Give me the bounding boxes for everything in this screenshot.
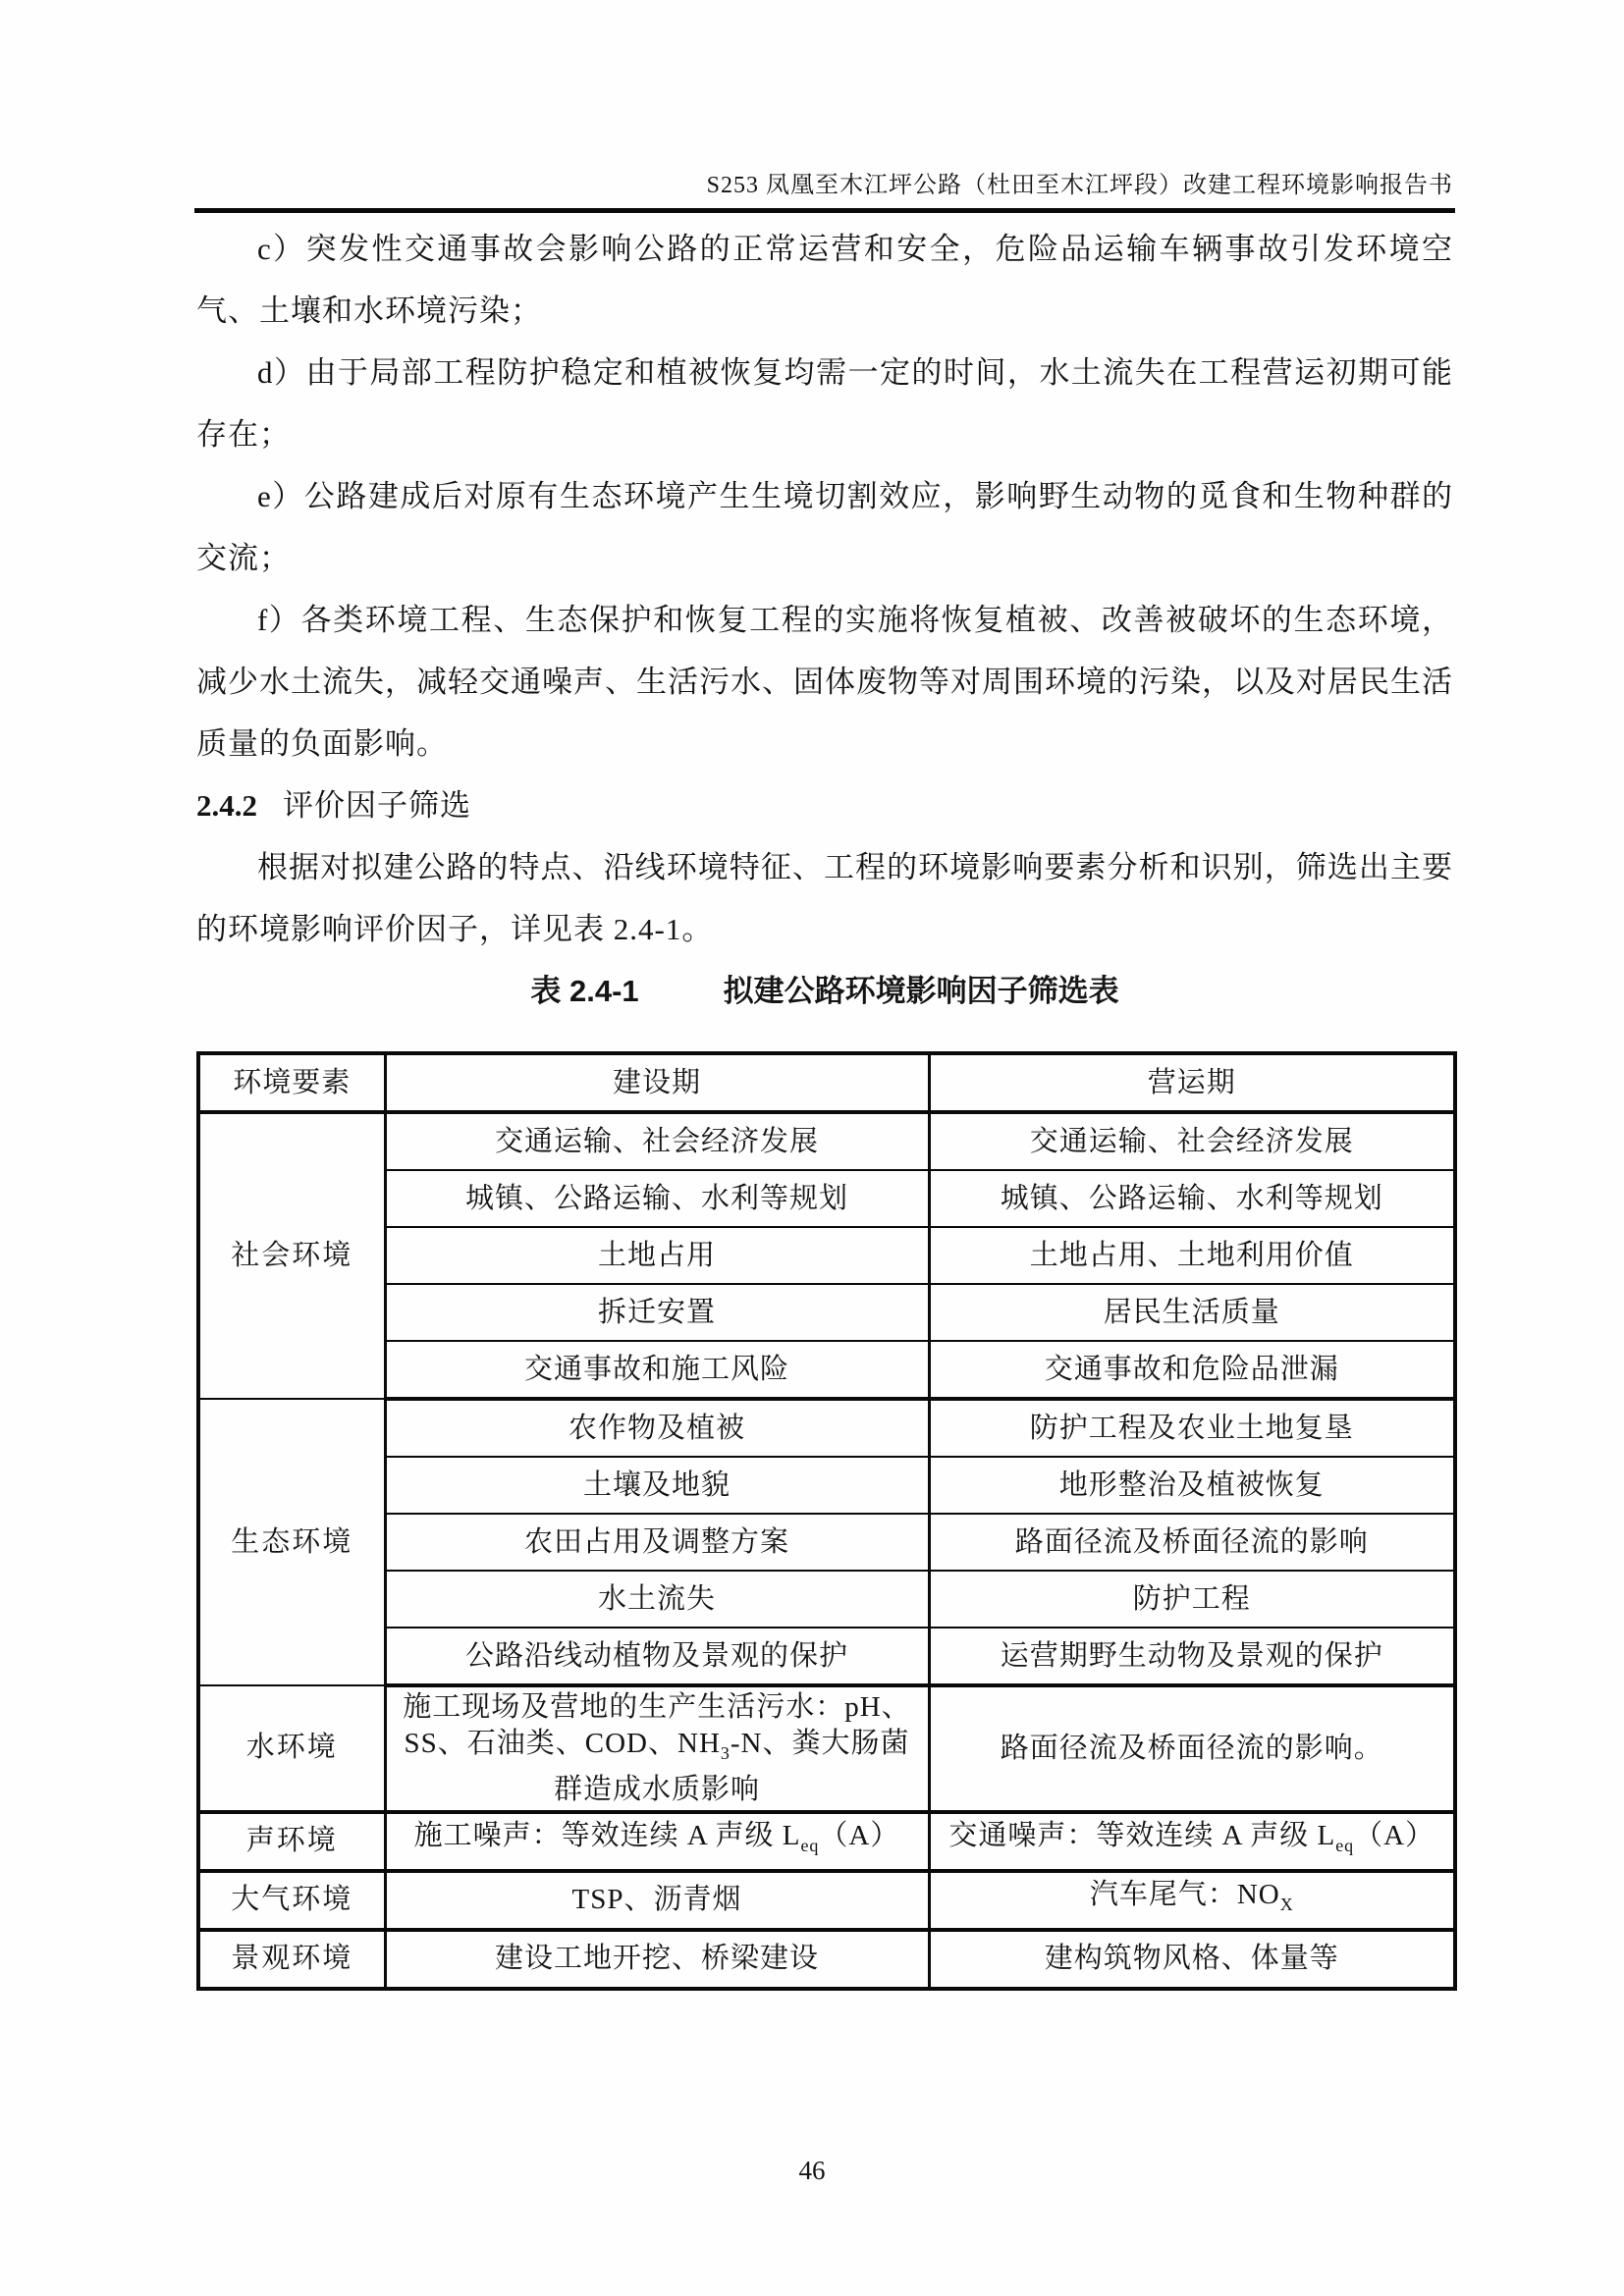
table-row	[198, 1871, 1455, 1930]
page-number: 46	[798, 2156, 826, 2185]
table-row	[198, 1399, 1455, 1457]
operation-cell: 路面径流及桥面径流的影响。	[929, 1685, 1455, 1812]
build-cell: 施工噪声：等效连续 A 声级 $L_{eq}(A)$	[385, 1812, 929, 1871]
table-row	[198, 1227, 1455, 1284]
table-row	[198, 1628, 1455, 1685]
page-footer	[0, 2156, 1624, 2186]
section-title: 评价因子筛选	[283, 788, 471, 823]
build-cell: 拆迁安置	[385, 1284, 929, 1341]
operation-cell: 建构筑物风格、体量等	[929, 1930, 1455, 1989]
table-caption	[196, 960, 1453, 1022]
operation-cell: 防护工程	[929, 1571, 1455, 1628]
table-row	[198, 1112, 1455, 1170]
paragraph-f: f）各类环境工程、生态保护和恢复工程的实施将恢复植被、改善被破坏的生态环境，减少水土流失，减轻交通噪声、生活污水、固体废物等对周围环境的污染，以及对居民生活质量的负面影响。	[196, 603, 1453, 761]
table-row	[198, 1812, 1455, 1871]
table-caption-title: 拟建公路环境影响因子筛选表	[723, 974, 1119, 1008]
paragraph-intro: 根据对拟建公路的特点、沿线环境特征、工程的环境影响要素分析和识别，筛选出主要的环境影响评价因子，详见表 2.4-1。	[196, 850, 1453, 946]
factor-cell-ecology: 生态环境	[198, 1399, 385, 1685]
table-row	[198, 1341, 1455, 1399]
build-cell: 施工现场及营地的生产生活污水：pH、SS、石油类、COD、$NH_3-N$、粪大肠菌群造成水质影响	[385, 1685, 929, 1812]
operation-cell: 路面径流及桥面径流的影响	[929, 1514, 1455, 1571]
build-cell: 农田占用及调整方案	[385, 1514, 929, 1571]
table-row	[198, 1457, 1455, 1514]
table-row	[198, 1514, 1455, 1571]
operation-cell: 交通运输、社会经济发展	[929, 1112, 1455, 1170]
operation-cell: 居民生活质量	[929, 1284, 1455, 1341]
build-cell: 建设工地开挖、桥梁建设	[385, 1930, 929, 1989]
table-row	[198, 1571, 1455, 1628]
paragraph-e: e）公路建成后对原有生态环境产生生境切割效应，影响野生动物的觅食和生物种群的交流；	[196, 479, 1453, 575]
build-cell: 水土流失	[385, 1571, 929, 1628]
operation-cell: 汽车尾气：$NO_X$	[929, 1871, 1455, 1930]
operation-cell: 运营期野生动物及景观的保护	[929, 1628, 1455, 1685]
table-row	[198, 1284, 1455, 1341]
operation-cell: 城镇、公路运输、水利等规划	[929, 1170, 1455, 1227]
build-cell: 交通运输、社会经济发展	[385, 1112, 929, 1170]
build-cell: 公路沿线动植物及景观的保护	[385, 1628, 929, 1685]
operation-cell: 土地占用、土地利用价值	[929, 1227, 1455, 1284]
impact-factor-table	[196, 1051, 1457, 1991]
factor-cell-social: 社会环境	[198, 1112, 385, 1399]
page-body	[196, 218, 1453, 1991]
build-cell: 土壤及地貌	[385, 1457, 929, 1514]
factor-cell-water: 水环境	[198, 1685, 385, 1812]
table-row	[198, 1685, 1455, 1812]
header-title: S253 凤凰至木江坪公路（杜田至木江坪段）改建工程环境影响报告书	[706, 173, 1453, 198]
build-cell: 城镇、公路运输、水利等规划	[385, 1170, 929, 1227]
operation-cell: 地形整治及植被恢复	[929, 1457, 1455, 1514]
operation-cell: 交通事故和危险品泄漏	[929, 1341, 1455, 1399]
column-header-construction: 建设期	[385, 1053, 929, 1112]
header-rule	[194, 208, 1455, 213]
build-cell: 交通事故和施工风险	[385, 1341, 929, 1399]
build-cell: 土地占用	[385, 1227, 929, 1284]
paragraph-c: c）突发性交通事故会影响公路的正常运营和安全，危险品运输车辆事故引发环境空气、土壤和水环境污染；	[196, 232, 1453, 328]
section-heading	[196, 774, 1453, 836]
build-cell: TSP、沥青烟	[385, 1871, 929, 1930]
table-row	[198, 1170, 1455, 1227]
operation-cell: 防护工程及农业土地复垦	[929, 1399, 1455, 1457]
factor-cell-air: 大气环境	[198, 1871, 385, 1930]
operation-cell: 交通噪声：等效连续 A 声级 $L_{eq}(A)$	[929, 1812, 1455, 1871]
table-row	[198, 1930, 1455, 1989]
build-cell: 农作物及植被	[385, 1399, 929, 1457]
paragraph-d: d）由于局部工程防护稳定和植被恢复均需一定的时间，水土流失在工程营运初期可能存在；	[196, 355, 1453, 452]
factor-cell-landscape: 景观环境	[198, 1930, 385, 1989]
table-caption-label: 表 2.4-1	[530, 974, 639, 1008]
table-header-row	[198, 1053, 1455, 1112]
column-header-factor: 环境要素	[198, 1053, 385, 1112]
section-number: 2.4.2	[196, 788, 257, 823]
column-header-operation: 营运期	[929, 1053, 1455, 1112]
factor-cell-noise: 声环境	[198, 1812, 385, 1871]
